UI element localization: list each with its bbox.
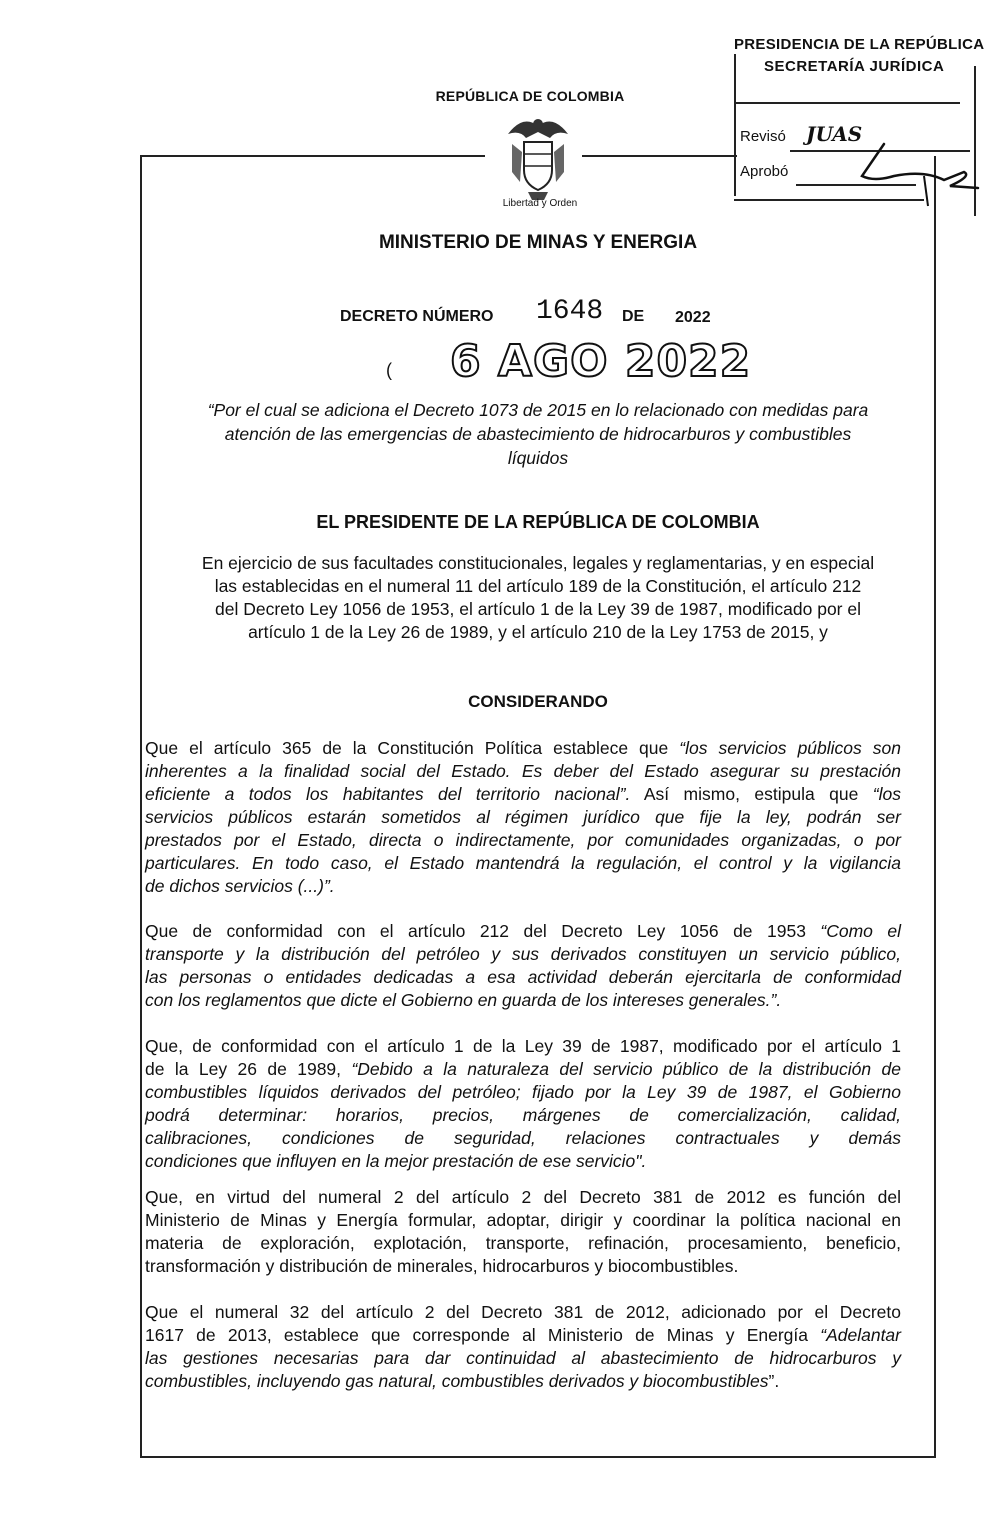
italic-text-run: las personas o entidades dedicadas a esa actividad deberán ejercitarla de conformidad bbox=[145, 967, 901, 987]
paragraph-line bbox=[145, 1104, 901, 1127]
considering-heading: CONSIDERANDO bbox=[468, 692, 608, 711]
paragraph-line bbox=[145, 852, 901, 875]
text-run: ”. bbox=[768, 1371, 780, 1391]
paragraph-line bbox=[145, 737, 901, 760]
italic-text-run: “Como el bbox=[820, 921, 901, 941]
paragraph-line bbox=[145, 1127, 901, 1150]
paragraph-line bbox=[145, 783, 901, 806]
faculties-line: del Decreto Ley 1056 de 1953, el artículo 1 de la Ley 39 de 1987, modificado por el bbox=[215, 599, 861, 619]
paragraph-line bbox=[145, 1035, 901, 1058]
text-run: Que el numeral 32 del artículo 2 del Decreto 381 de 2012, adicionado por el Decreto bbox=[145, 1302, 901, 1322]
italic-text-run: condiciones que influyen en la mejor prestación de ese servicio". bbox=[145, 1151, 647, 1171]
text-run: de la Ley 26 de 1989, bbox=[145, 1059, 352, 1079]
paragraph-line bbox=[145, 1370, 901, 1393]
date-parenthesis: ( bbox=[386, 360, 392, 380]
italic-text-run: eficiente a todos los habitantes del territorio nacional”. bbox=[145, 784, 631, 804]
decree-label: DECRETO NÚMERO bbox=[340, 308, 494, 325]
considering-paragraph-2 bbox=[145, 920, 901, 1012]
stamp-divider bbox=[734, 102, 960, 104]
paragraph-line bbox=[145, 920, 901, 943]
italic-text-run: podrá determinar: horarios, precios, márgenes de comercialización, calidad, bbox=[145, 1105, 901, 1125]
president-heading: EL PRESIDENTE DE LA REPÚBLICA DE COLOMBIA bbox=[316, 512, 760, 532]
italic-text-run: inherentes a la finalidad social del Estado. Es deber del Estado asegurar su prestación bbox=[145, 761, 901, 781]
paragraph-line bbox=[145, 875, 901, 898]
country-heading: REPÚBLICA DE COLOMBIA bbox=[435, 88, 625, 104]
italic-text-run: “Debido a la naturaleza del servicio público de la distribución de bbox=[351, 1059, 901, 1079]
paragraph-line bbox=[145, 1150, 901, 1173]
paragraph-line bbox=[145, 1347, 901, 1370]
text-run: transformación y distribución de minerales, hidrocarburos y biocombustibles. bbox=[145, 1256, 739, 1276]
subtitle-line: atención de las emergencias de abastecimiento de hidrocarburos y combustibles bbox=[224, 424, 852, 444]
paragraph-line bbox=[145, 1255, 901, 1278]
stamp-presidency-text: PRESIDENCIA DE LA REPÚBLICA bbox=[734, 36, 985, 53]
motto: Libertad y Orden bbox=[502, 198, 578, 209]
decree-year: 2022 bbox=[675, 309, 711, 326]
paragraph-line bbox=[145, 1232, 901, 1255]
decree-de: DE bbox=[622, 308, 645, 325]
stamp-secretariat-text: SECRETARÍA JURÍDICA bbox=[764, 58, 945, 75]
decree-number-line bbox=[340, 296, 760, 336]
text-run: 1617 de 2013, establece que corresponde al Ministerio de Minas y Energía bbox=[145, 1325, 821, 1345]
paragraph-line bbox=[145, 1081, 901, 1104]
paragraph-line bbox=[145, 760, 901, 783]
decree-number: 1648 bbox=[536, 296, 604, 327]
italic-text-run: combustibles, incluyendo gas natural, combustibles derivados y biocombustibles bbox=[145, 1371, 769, 1391]
paragraph-line bbox=[145, 943, 901, 966]
ministry-heading: MINISTERIO DE MINAS Y ENERGIA bbox=[378, 232, 698, 253]
subtitle-line: “Por el cual se adiciona el Decreto 1073 de 2015 en lo relacionado con medidas para bbox=[207, 400, 869, 420]
paragraph-line bbox=[145, 806, 901, 829]
coat-of-arms-icon bbox=[498, 112, 578, 202]
italic-text-run: con los reglamentos que dicte el Gobierno en guarda de los intereses generales.”. bbox=[145, 990, 782, 1010]
text-run: materia de exploración, explotación, transporte, refinación, procesamiento, beneficio, bbox=[145, 1233, 901, 1253]
considering-paragraph-4 bbox=[145, 1186, 901, 1278]
italic-text-run: “los bbox=[872, 784, 901, 804]
paragraph-line bbox=[145, 829, 901, 852]
faculties-paragraph bbox=[145, 552, 931, 644]
paragraph-line bbox=[145, 966, 901, 989]
handwritten-signature-icon bbox=[854, 136, 984, 216]
italic-text-run: calibraciones, condiciones de seguridad, relaciones contractuales y demás bbox=[145, 1128, 901, 1148]
text-run: Que el artículo 365 de la Constitución Política establece que bbox=[145, 738, 680, 758]
italic-text-run: particulares. En todo caso, el Estado mantendrá la regulación, el control y la vigilancia bbox=[145, 853, 901, 873]
faculties-line: artículo 1 de la Ley 26 de 1989, y el artículo 210 de la Ley 1753 de 2015, y bbox=[248, 622, 828, 642]
decree-subtitle bbox=[140, 398, 936, 470]
text-run: Así mismo, estipula que bbox=[630, 784, 873, 804]
paragraph-line bbox=[145, 1324, 901, 1347]
italic-text-run: servicios públicos estarán sometidos al régimen jurídico que fije la ley, podrán ser bbox=[145, 807, 901, 827]
faculties-line: las establecidas en el numeral 11 del artículo 189 de la Constitución, el artículo 212 bbox=[214, 576, 862, 596]
considering-paragraph-1 bbox=[145, 737, 901, 898]
italic-text-run: combustibles líquidos derivados del petróleo; fijado por la Ley 39 de 1987, el Gobierno bbox=[145, 1082, 901, 1102]
italic-text-run: prestados por el Estado, directa o indirectamente, por comunidades organizadas, o por bbox=[145, 830, 901, 850]
paragraph-line bbox=[145, 1301, 901, 1324]
subtitle-line: líquidos bbox=[507, 448, 569, 468]
paragraph-line bbox=[145, 1209, 901, 1232]
date-stamp: 6 AGO 2022 bbox=[450, 336, 752, 387]
considering-paragraph-5 bbox=[145, 1301, 901, 1393]
text-run: Ministerio de Minas y Energía formular, adoptar, dirigir y coordinar la política nacional en bbox=[145, 1210, 901, 1230]
stamp-reviewer-initials: JUAS bbox=[806, 122, 863, 146]
italic-text-run: de dichos servicios (...)”. bbox=[145, 876, 335, 896]
stamp-reviewed-label: Revisó bbox=[740, 128, 786, 145]
stamp-border-left bbox=[734, 54, 736, 196]
paragraph-line bbox=[145, 989, 901, 1012]
italic-text-run: las gestiones necesarias para dar continuidad al abastecimiento de hidrocarburos y bbox=[145, 1348, 901, 1368]
stamp-approved-label: Aprobó bbox=[740, 163, 789, 180]
text-run: Que, en virtud del numeral 2 del artículo 2 del Decreto 381 de 2012 es función del bbox=[145, 1187, 901, 1207]
text-run: Que de conformidad con el artículo 212 del Decreto Ley 1056 de 1953 bbox=[145, 921, 821, 941]
faculties-line: En ejercicio de sus facultades constitucionales, legales y reglamentarias, y en especial bbox=[201, 553, 875, 573]
paragraph-line bbox=[145, 1058, 901, 1081]
italic-text-run: transporte y la distribución del petróleo y sus derivados constituyen un servicio público, bbox=[145, 944, 901, 964]
italic-text-run: “los servicios públicos son bbox=[679, 738, 901, 758]
text-run: Que, de conformidad con el artículo 1 de la Ley 39 de 1987, modificado por el artículo 1 bbox=[145, 1036, 901, 1056]
italic-text-run: “Adelantar bbox=[820, 1325, 901, 1345]
legal-secretariat-stamp bbox=[734, 36, 985, 194]
considering-paragraph-3 bbox=[145, 1035, 901, 1173]
paragraph-line bbox=[145, 1186, 901, 1209]
